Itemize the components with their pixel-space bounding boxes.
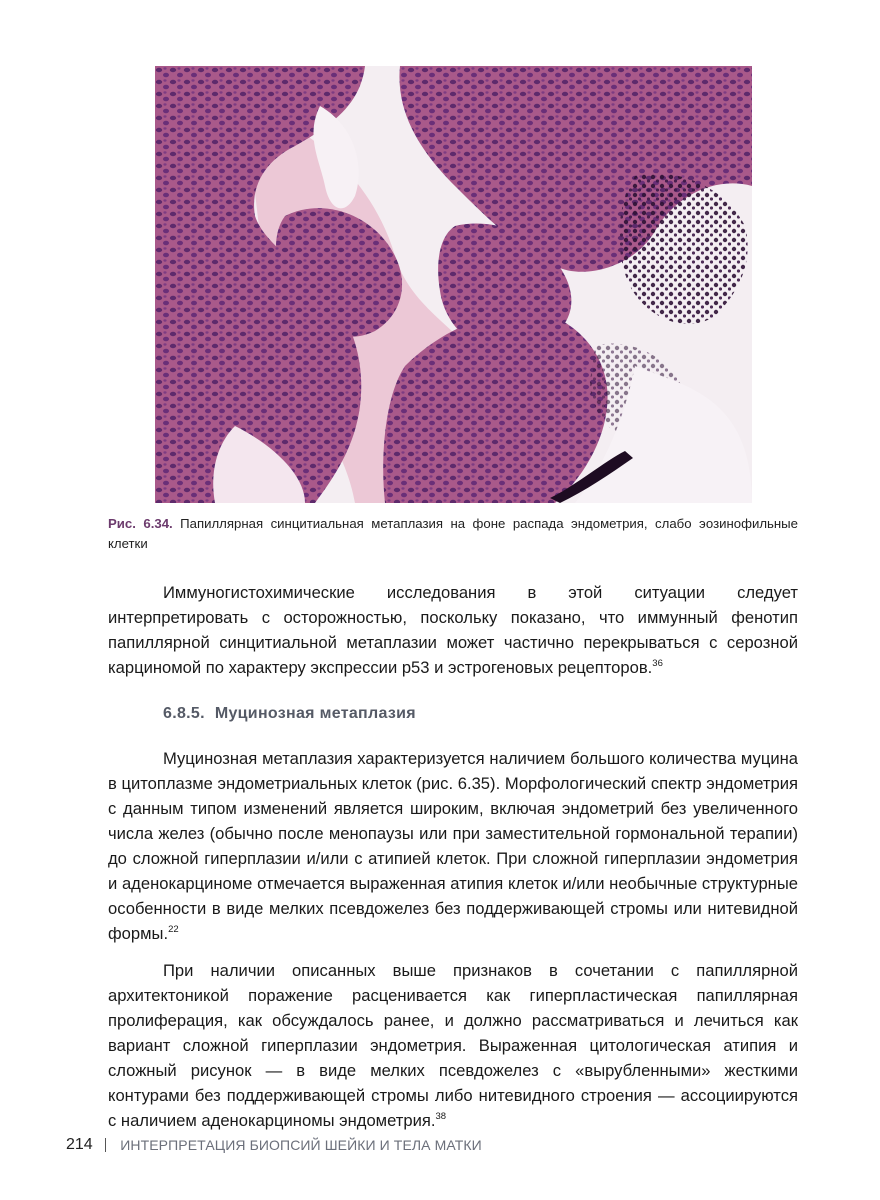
footer-separator bbox=[105, 1138, 107, 1152]
page-number: 214 bbox=[66, 1136, 93, 1153]
section-heading bbox=[163, 705, 416, 723]
paragraph-2-ref: 22 bbox=[168, 924, 179, 935]
paragraph-1 bbox=[108, 580, 798, 680]
paragraph-1-ref: 36 bbox=[652, 658, 663, 669]
paragraph-1-text: Иммуногистохимические исследования в этой ситуации следует интерпретировать с осторожностью, поскольку показано, что иммунный фенотип папиллярной синцитиальной метаплазии может частично перекрываться с серозной карциномой по характеру экспрессии p53 и эстрогеновых рецепторов. bbox=[108, 583, 798, 677]
running-title: ИНТЕРПРЕТАЦИЯ БИОПСИЙ ШЕЙКИ И ТЕЛА МАТКИ bbox=[120, 1137, 482, 1153]
figure-caption bbox=[108, 514, 798, 554]
section-number: 6.8.5. bbox=[163, 705, 205, 722]
paragraph-2 bbox=[108, 746, 798, 946]
paragraph-2-text: Муцинозная метаплазия характеризуется наличием большого количества муцина в цитоплазме эндометриальных клеток (рис. 6.35). Морфологический спектр эндометрия с данным типом изменений является широким, включая эндометрий без увеличенного числа желез (обычно после менопаузы или при заместительной гормональной терапии) до сложной гиперплазии и/или с атипией клеток. При сложной гиперплазии эндометрия и аденокарциноме отмечается выраженная атипия клеток и/или необычные структурные особенности в виде мелких псевдожелез без поддерживающей стромы или нитевидной формы. bbox=[108, 749, 798, 943]
paragraph-3-text: При наличии описанных выше признаков в сочетании с папиллярной архитектоникой поражение расценивается как гиперпластическая папиллярная пролиферация, как обсуждалось ранее, и должно рассматриваться и лечиться как вариант сложной гиперплазии эндометрия. Выраженная цитологическая атипия и сложный рисунок — в виде мелких псевдожелез с «вырубленными» жесткими контурами без поддерживающей стромы либо нитевидного строения — ассоциируются с наличием аденокарциномы эндометрия. bbox=[108, 961, 798, 1130]
paragraph-3 bbox=[108, 958, 798, 1133]
page-footer bbox=[66, 1133, 482, 1157]
figure-image bbox=[155, 66, 752, 503]
paragraph-3-ref: 38 bbox=[435, 1111, 447, 1122]
caption-text: Папиллярная синцитиальная метаплазия на фоне распада эндометрия, слабо эозинофильные клетки bbox=[108, 516, 798, 551]
histology-micrograph-image bbox=[155, 66, 752, 503]
section-title: Муцинозная метаплазия bbox=[214, 705, 416, 722]
caption-label: Рис. 6.34. bbox=[108, 516, 173, 531]
